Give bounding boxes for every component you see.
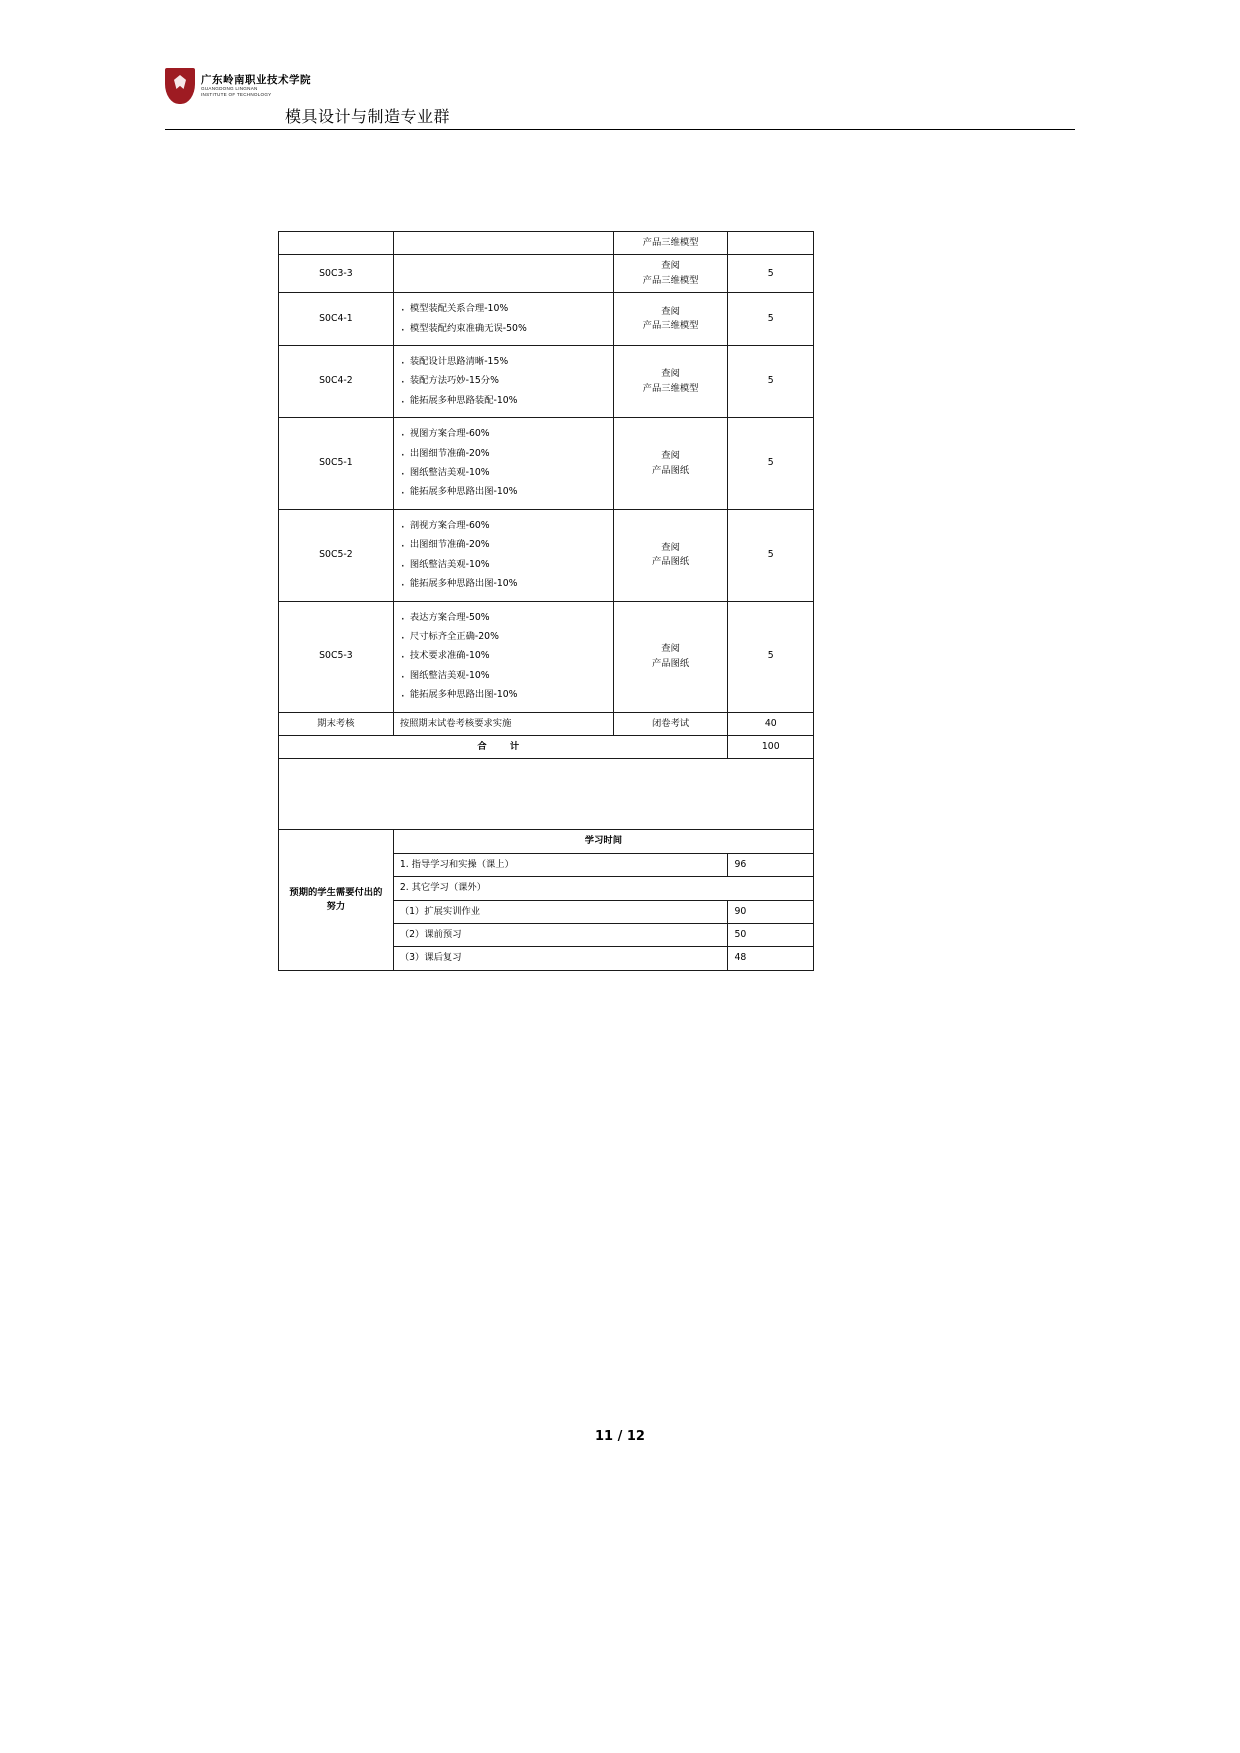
cell-code — [279, 232, 394, 255]
table-row — [279, 509, 814, 601]
cell-score: 5 — [728, 293, 814, 346]
cell-score: 5 — [728, 601, 814, 712]
method-line: 产品三维模型 — [642, 274, 699, 286]
criteria-item: · 能拓展多种思路出图-10% — [400, 577, 607, 591]
cell-score: 5 — [728, 255, 814, 293]
cell-criteria — [393, 601, 613, 712]
method-line: 查阅 — [661, 450, 680, 462]
study-item-name: （1）扩展实训作业 — [393, 900, 728, 923]
cell-criteria — [393, 418, 613, 510]
method-line: 产品图纸 — [651, 556, 690, 568]
logo-text — [201, 75, 311, 98]
cell-code: S0C3-3 — [279, 255, 394, 293]
cell-criteria — [393, 509, 613, 601]
cell-method — [613, 293, 728, 346]
cell-criteria: 按照期末试卷考核要求实施 — [393, 712, 613, 735]
cell-method — [613, 601, 728, 712]
study-item-name: （3）课后复习 — [393, 947, 728, 970]
study-section-title: 学习时间 — [393, 830, 813, 853]
method-line: 产品三维模型 — [642, 382, 699, 394]
table-row — [279, 418, 814, 510]
assessment-table — [278, 231, 814, 971]
method-line: 产品三维模型 — [642, 320, 699, 332]
criteria-item: · 模型装配关系合理-10% — [400, 302, 607, 316]
method-line: 查阅 — [661, 643, 680, 655]
method-line: 查阅 — [661, 305, 680, 317]
table-spacer-row — [279, 759, 814, 830]
criteria-item: · 技术要求准确-10% — [400, 649, 607, 663]
page-number: 11 / 12 — [595, 1429, 645, 1444]
cell-criteria — [393, 232, 613, 255]
total-score: 100 — [728, 735, 814, 758]
table-row — [279, 346, 814, 418]
criteria-item: · 装配设计思路清晰-15% — [400, 355, 607, 369]
study-item-value: 48 — [728, 947, 814, 970]
criteria-item: · 表达方案合理-50% — [400, 611, 607, 625]
spacer-cell — [279, 759, 814, 830]
table-row — [279, 232, 814, 255]
page-footer — [0, 1429, 1240, 1444]
criteria-item: · 出图细节准确-20% — [400, 538, 607, 552]
cell-method — [613, 509, 728, 601]
study-item-name: 1. 指导学习和实操（课上） — [393, 853, 728, 876]
study-item-value: 90 — [728, 900, 814, 923]
cell-method — [613, 418, 728, 510]
cell-score: 5 — [728, 509, 814, 601]
criteria-item: · 能拓展多种思路装配-10% — [400, 394, 607, 408]
cell-code: 期末考核 — [279, 712, 394, 735]
page-header — [165, 68, 1075, 130]
study-section-header-row — [279, 830, 814, 853]
method-line: 查阅 — [661, 541, 680, 553]
table-row — [279, 293, 814, 346]
study-item-value: 50 — [728, 923, 814, 946]
study-item-value: 96 — [728, 853, 814, 876]
cell-method: 产品三维模型 — [613, 232, 728, 255]
table-row — [279, 712, 814, 735]
logo-name-en-line2: INSTITUTE OF TECHNOLOGY — [201, 91, 272, 97]
study-item-name: （2）课前预习 — [393, 923, 728, 946]
cell-method — [613, 255, 728, 293]
table-row — [279, 601, 814, 712]
institution-logo — [165, 68, 311, 104]
criteria-item: · 视图方案合理-60% — [400, 427, 607, 441]
method-line: 产品图纸 — [651, 464, 690, 476]
cell-score: 5 — [728, 346, 814, 418]
cell-code: S0C5-1 — [279, 418, 394, 510]
cell-criteria — [393, 293, 613, 346]
header-divider — [165, 129, 1075, 130]
criteria-item: · 能拓展多种思路出图-10% — [400, 485, 607, 499]
cell-score — [728, 232, 814, 255]
crest-icon — [165, 68, 195, 104]
criteria-item: · 图纸整洁美观-10% — [400, 466, 607, 480]
cell-method — [613, 346, 728, 418]
method-line: 产品图纸 — [651, 657, 690, 669]
cell-code: S0C4-2 — [279, 346, 394, 418]
cell-criteria — [393, 346, 613, 418]
criteria-item: · 模型装配约束准确无误-50% — [400, 322, 607, 336]
cell-code: S0C5-3 — [279, 601, 394, 712]
table-total-row — [279, 735, 814, 758]
cell-code: S0C4-1 — [279, 293, 394, 346]
criteria-item: · 图纸整洁美观-10% — [400, 669, 607, 683]
criteria-item: · 图纸整洁美观-10% — [400, 558, 607, 572]
logo-name-cn: 广东岭南职业技术学院 — [201, 73, 311, 86]
criteria-item: · 尺寸标齐全正确-20% — [400, 630, 607, 644]
study-item-name: 2. 其它学习（课外） — [393, 877, 813, 900]
logo-name-en-line1: GUANGDONG LINGNAN — [201, 85, 258, 91]
cell-score: 5 — [728, 418, 814, 510]
criteria-item: · 能拓展多种思路出图-10% — [400, 688, 607, 702]
table-row — [279, 255, 814, 293]
cell-method: 闭卷考试 — [613, 712, 728, 735]
cell-score: 40 — [728, 712, 814, 735]
total-label: 合 计 — [279, 735, 728, 758]
criteria-item: · 出图细节准确-20% — [400, 447, 607, 461]
cell-criteria — [393, 255, 613, 293]
page-title: 模具设计与制造专业群 — [285, 107, 451, 126]
criteria-item: · 装配方法巧妙-15分% — [400, 374, 607, 388]
cell-code: S0C5-2 — [279, 509, 394, 601]
method-line: 查阅 — [661, 260, 680, 272]
study-row-label: 预期的学生需要付出的努力 — [279, 830, 394, 970]
method-line: 查阅 — [661, 368, 680, 380]
criteria-item: · 剖视方案合理-60% — [400, 519, 607, 533]
